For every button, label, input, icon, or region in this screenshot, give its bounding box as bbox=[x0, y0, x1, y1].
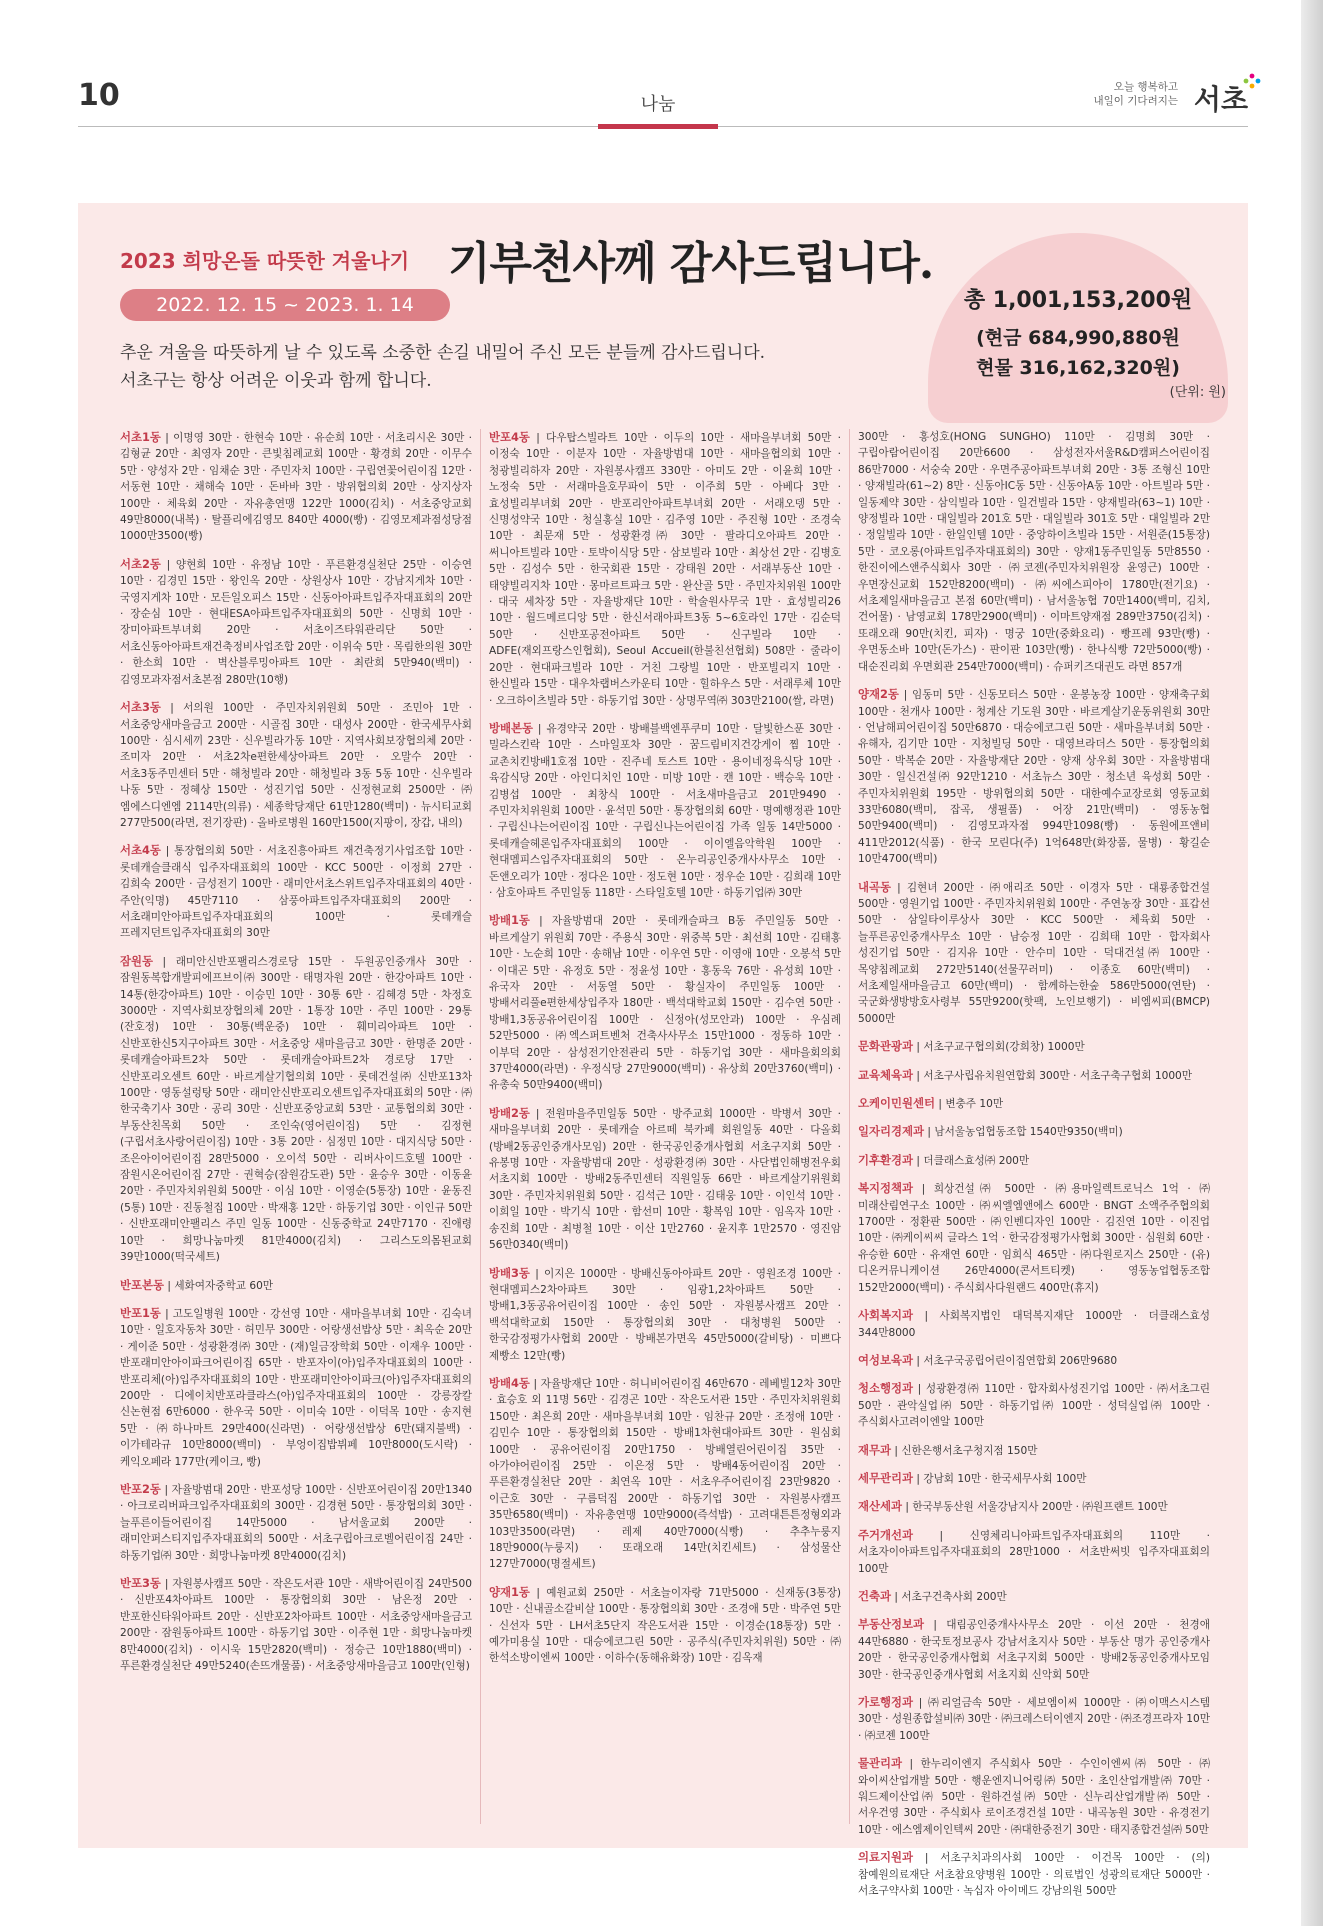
donor-group-label: 반포4동 bbox=[489, 430, 530, 444]
donor-list-text: 이명영 30만 · 한현숙 10만 · 유순희 10만 · 서초리시온 30만 · 김형균 20만 · 최영자 20만 · 큰빛침례교회 100만 · 황경희 20만 · 이무수 5만 · 양성자 2만 · 임채순 3만 · 주민자치 100만 · 구립연꽃어린이집 12만 · 서동현 10만 · 채해숙 10만 · 돈바바 3만 · 방위협의회 20만 · 상지상자 100만 · 체육회 20만 · 자유총연맹 122만 1000(김치) · 서초중앙교회 49만8000(내복) · 탈플리에김영모 840만 4000(빵) · 김영모제과점성당점 1000만3500(빵) bbox=[120, 432, 472, 543]
donor-group-label: 서초3동 bbox=[120, 700, 161, 715]
donor-block: 주거개선과 | 신영체리니아파트입주자대표회의 110만 · 서초자이아파트입주자대표회의 28만1000 · 서초반써빗 입주자대표회의 100만 bbox=[858, 1527, 1210, 1575]
donor-list-text: 서초구교구협의회(강희창) 1000만 bbox=[923, 1041, 1085, 1054]
donor-group-label: 물관리과 bbox=[858, 1756, 903, 1771]
donor-list-text: 서의원 100만 · 주민자치위원회 50만 · 조민아 1만 · 서초중앙새마을금고 200만 · 시골집 30만 · 대성사 200만 · 한국세무사회 100만 · 심시세끼 23만 · 신우빌라가동 10만 · 지역사회보장협의체 20만 · 조미자 20만 · 서초2차e편한세상아파트 20만 · 오말수 20만 · 서초3동주민센터 5만 · 해청빌라 20만 · 해청빌라 3동 5동 10만 · 신우빌라 나동 5만 · 정혜상 150만 · 성진기업 50만 · 신정현교회 2500만 · ㈜엠에스디엔엠 2114만(의류) · 세종학당재단 61만1280(백미) · 뉴시티교회 277만500(라면, 전기장판) · 올바로병원 160만1500(지팡이, 장갑, 내의) bbox=[120, 702, 472, 829]
donor-group-label: 내곡동 bbox=[858, 879, 892, 894]
donor-block: 가로행정과 | ㈜리얼금속 50만 · 세보엠이씨 1000만 · ㈜이맥스시스템 30만 · 성원종합설비㈜ 30만 · ㈜크레스터이엔지 20만 · ㈜조경프라자 10만 · ㈜코젠 100만 bbox=[858, 1695, 1210, 1742]
section-title: 나눔 bbox=[640, 94, 676, 115]
donor-group-label: 서초1동 bbox=[120, 430, 161, 444]
donor-panel bbox=[78, 203, 1248, 1898]
donor-block: 방배본동 | 유경약국 20만 · 방배블백엔푸쿠미 10만 · 달빛한스푼 30만 · 밀라스킨락 10만 · 스마일포차 30만 · 꿈드림비지건강게이 찜 10만 · 교촌치킨방배1호점 10만 · 진주네 토스트 10만 · 용이네정육식당 10만 · 육감식당 20만 · 아인디치인 10만 · 미방 10만 · 캔 10만 · 백승욱 10만 · 김병섭 100만 · 최창식 100만 · 서초새마을금고 201만9490 · 주민자치위원회 100만 · 윤석민 50만 · 통장협의회 60만 · 명예행정관 10만 · 구립신나는어린이집 10만 · 구립신나는어린이집 가족 일동 14만5000 · 롯데캐슬헤론입주자대표회의 100만 · 이이엘음악학원 100만 · 현대멤피스입주자대표회의 50만 · 온누리공인중개사사무소 10만 · 돈앤오리가 10만 · 정다은 10만 · 정도현 10만 · 정우순 10만 · 김희래 10만 · 삼호아파트 주민일동 118만 · 스타일호텔 10만 · 하동기업㈜ 30만 bbox=[489, 720, 842, 899]
donor-block: 여성보육과 | 서초구국공립어린이집연합회 206만9680 bbox=[858, 1352, 1118, 1367]
donor-group-label: 주거개선과 bbox=[858, 1527, 914, 1542]
page-edge bbox=[1301, 0, 1323, 1926]
intro-line-1: 추운 겨울을 따뜻하게 날 수 있도록 소중한 손길 내밀어 주신 모든 분들께 감사드립니다. bbox=[120, 343, 766, 363]
donor-list-text: 양현희 10만 · 유정남 10만 · 푸른환경실천단 25만 · 이승연 10만 · 김경민 15만 · 왕인옥 20만 · 상원상사 10만 · 강남지게차 10만 · 국영지게차 10만 · 모든일오피스 15만 · 신동아아파트입주자대표회의 20만 · 장순심 10만 · 현대ESA아파트입주자대표회의 50만 · 신명희 10만 · 장미아파트부녀회 20만 · 서초이즈타워관리단 50만 · 서초신동아아파트재건축정비사업조합 20만 · 이위숙 5만 · 목림한의원 30만 · 한소희 10만 · 벽산블루밍아파트 10만 · 최란희 5만940(백미) · 김영모과자점서초본점 280만(10행) bbox=[120, 558, 472, 686]
donor-group-label: 사회복지과 bbox=[858, 1308, 914, 1323]
donor-group-label: 서초2동 bbox=[120, 556, 161, 571]
column-divider bbox=[480, 429, 481, 1824]
donor-block: 반포3동 | 자원봉사캠프 50만 · 작은도서관 10만 · 새박어린이집 24만500 · 신반포4차아파트 100만 · 통장협의회 30만 · 남은정 20만 · 반포한신타워아파트 20만 · 신반포2차아파트 100만 · 서초중앙새마을금고 200만 · 잠원동아파트 100만 · 하동기업 30만 · 이주현 1만 · 희망나눔마켓 8만4000(김치) · 이시욱 15만2820(백미) · 정승근 10만1880(백미) · 푸른환경실천단 49만5240(손뜨개물품) · 서초중앙새마을금고 100만(인형) bbox=[120, 1576, 473, 1673]
donor-group-label: 잠원동 bbox=[120, 953, 154, 968]
donor-block: 내곡동 | 김현녀 200만 · ㈜애리조 50만 · 이경자 5만 · 대룡종합건설 500만 · 영원기업 100만 · 주민자치위원회 100만 · 주연농장 30만 · 표갑선 50만 · 삼일타이루상사 30만 · KCC 500만 · 체육회 50만 · 늘푸른공인중개사무소 10만 · 남승정 10만 · 김희태 10만 · 합자회사 성진기업 50만 · 김지유 10만 · 안수미 10만 · 덕대건설㈜ 100만 · 목양침례교회 272만5140(선물꾸러미) · 이종호 60만(백미) · 서초제일새마을금고 60만(백미) · 함께하는한숲 586만5000(연탄) · 국군화생방방호사령부 55만9200(핫팩, 노인보행기) · 비엠씨피(BMCP) 5000만 bbox=[858, 879, 1210, 1025]
donor-list-text: 서초구건축사회 200만 bbox=[901, 1590, 1007, 1603]
donor-group-label: 재무과 bbox=[858, 1442, 892, 1457]
donor-list-text: 자율방범대 20만 · 반포성당 100만 · 신반포어린이집 20만1340 · 아크로리버파크입주자대표회의 300만 · 김경현 50만 · 통장협의회 30만 · 늘푸른이들어린이집 14만5000 · 남서울교회 200만 · 래미안퍼스티지입주자대표회의 500만 · 서초구립아크로벨어린이집 24만 · 하동기업㈜ 30만 · 희망나눔마켓 8만4000(김치) bbox=[120, 1483, 472, 1562]
donor-group-label: 반포2동 bbox=[120, 1481, 161, 1496]
donor-block: 청소행정과 | 성광환경㈜ 110만 · 합자회사성진기업 100만 · ㈜서초그린 50만 · 관악실업㈜ 50만 · 하동기업㈜ 100만 · 성덕실업㈜ 100만 · 주식회사고려이엔알 100만 bbox=[858, 1381, 1210, 1429]
donor-block: 사회복지과 | 사회복지법인 대덕복지재단 1000만 · 더클래스효성 344만8000 bbox=[858, 1308, 1210, 1339]
header-accent-bar bbox=[598, 124, 718, 129]
donor-group-label: 청소행정과 bbox=[858, 1381, 914, 1396]
donor-block: 복지정책과 | 희상건설㈜ 500만 · ㈜용마일렉트로닉스 1억 · ㈜미래산림연구소 100만 · ㈜씨엘엠앤에스 600만 · BNGT 소액주주협의회 1700만 · 정환판 500만 · ㈜인벤디자인 100만 · 김진연 10만 · 이진업 10만 · ㈜케이씨씨 글라스 1억 · 한국감정평가사협회 300만 · 심원회 60만 · 유승한 60만 · 유재연 60만 · 임희식 465만 · ㈜다원로지스 250만 · (유)디온커뮤니케이션 26만4000(콘서트티켓) · 영동농업협동조합 152만2000(백미) · 주식회사다원랜드 400만(휴지) bbox=[858, 1181, 1210, 1294]
donor-list-text: 성광환경㈜ 110만 · 합자회사성진기업 100만 · ㈜서초그린 50만 · 관악실업㈜ 50만 · 하동기업㈜ 100만 · 성덕실업㈜ 100만 · 주식회사고려이엔알 100만 bbox=[858, 1383, 1210, 1429]
donor-block: 양재2동 | 임동미 5만 · 신동모터스 50만 · 운봉농장 100만 · 양재축구회 100만 · 천개사 100만 · 청계산 기도원 30만 · 바르게살기운동위원회 30만 · 언남해피어린이집 50만6870 · 대승에코그린 50만 · 새마을부녀회 50만 · 유해자, 김기만 10만 · 지청빌딩 50만 · 대영브라더스 50만 · 통장협의회 50만 · 박복순 20만 · 자율방재단 20만 · 양재 상우회 30만 · 자율방범대 30만 · 일신건설㈜ 92만1210 · 서초뉴스 30만 · 청소년 육성회 50만 · 주민자치위원회 195만 · 방위협의회 50만 · 대한예수교장로회 영동교회 33만6080(백미, 잡곡, 생필품) · 어장 21만(백미) · 영동농협 50만9400(백미) · 김영모과자점 994만1098(빵) · 동원에프앤비 411만2012(식품) · 한국 모린다(주) 1억648만(화장품, 물병) · 황길순 10만4700(백미) bbox=[858, 687, 1210, 866]
donor-group-label: 방배본동 bbox=[489, 720, 534, 735]
donor-group-label: 양재1동 bbox=[489, 1584, 530, 1599]
donor-block: 건축과 | 서초구건축사회 200만 bbox=[858, 1588, 1007, 1603]
donor-block: 재무과 | 신한은행서초구청지점 150만 bbox=[858, 1442, 1038, 1457]
donor-list-text: 변충주 10만 bbox=[945, 1098, 1004, 1111]
donor-block: 서초1동 | 이명영 30만 · 한현숙 10만 · 유순희 10만 · 서초리시온 30만 · 김형균 20만 · 최영자 20만 · 큰빛침례교회 100만 · 황경희 20만 · 이무수 5만 · 양성자 2만 · 임채순 3만 · 주민자치 100만 · 구립연꽃어린이집 12만 · 서동현 10만 · 채해숙 10만 · 돈바바 3만 · 방위협의회 20만 · 상지상자 100만 · 체육회 20만 · 자유총연맹 122만 1000(김치) · 서초중앙교회 49만8000(내복) · 탈플리에김영모 840만 4000(빵) · 김영모제과점성당점 1000만3500(빵) bbox=[120, 430, 472, 543]
donor-group-label: 방배2동 bbox=[489, 1105, 530, 1120]
donor-group-label: 세무관리과 bbox=[858, 1470, 914, 1485]
donor-block: 재산세과 | 한국부동산원 서울강남지사 200만 · ㈜원프랜트 100만 bbox=[858, 1499, 1168, 1514]
page-header bbox=[78, 70, 1248, 130]
donor-list-text: 전원마을주민일동 50만 · 방주교회 1000만 · 박병서 30만 · 새마을부녀회 20만 · 롯데캐슬 아르떼 북카페 회원일동 40만 · 다올회(방배2동공인중개사모임) 20만 · 한국공인중개사협회 서초구지회 50만 · 유봉명 10만 · 자율방범대 20만 · 성광환경㈜ 30만 · 사단법인해병전우회 서초지회 100만 · 방배2동주민센터 직원일동 66만 · 바르게살기위원회 30만 · 주민자치위원회 50만 · 김석근 10만 · 김태웅 10만 · 이인석 10만 · 이희일 10만 · 박기식 10만 · 함선미 10만 · 황복임 10만 · 임옥자 10만 · 송진희 10만 · 최병철 10만 · 이산 1만2760 · 윤지후 1만2570 · 영진암 56만0340(백미) bbox=[489, 1107, 841, 1252]
donor-group-label: 가로행정과 bbox=[858, 1695, 914, 1709]
donor-list-text: 신한은행서초구청지점 150만 bbox=[901, 1444, 1038, 1457]
period-badge: 2022. 12. 15 ~ 2023. 1. 14 bbox=[120, 289, 450, 321]
cash-amount: (현금 684,990,880원 bbox=[976, 327, 1180, 349]
donor-list-text: 유경약국 20만 · 방배블백엔푸쿠미 10만 · 달빛한스푼 30만 · 밀라스킨락 10만 · 스마일포차 30만 · 꿈드림비지건강게이 찜 10만 · 교촌치킨방배1호점 10만 · 진주네 토스트 10만 · 용이네정육식당 10만 · 육감식당 20만 · 아인디치인 10만 · 미방 10만 · 캔 10만 · 백승욱 10만 · 김병섭 100만 · 최창식 100만 · 서초새마을금고 201만9490 · 주민자치위원회 100만 · 윤석민 50만 · 통장협의회 60만 · 명예행정관 10만 · 구립신나는어린이집 10만 · 구립신나는어린이집 가족 일동 14만5000 · 롯데캐슬헤론입주자대표회의 100만 · 이이엘음악학원 100만 · 현대멤피스입주자대표회의 50만 · 온누리공인중개사사무소 10만 · 돈앤오리가 10만 · 정다은 10만 · 정도현 10만 · 정우순 10만 · 김희래 10만 · 삼호아파트 주민일동 118만 · 스타일호텔 10만 · 하동기업㈜ 30만 bbox=[489, 722, 842, 899]
donor-columns bbox=[120, 429, 1210, 1898]
donor-group-label: 재산세과 bbox=[858, 1499, 903, 1514]
unit-note: (단위: 원) bbox=[1169, 385, 1226, 400]
donor-group-label: 문화관광과 bbox=[858, 1039, 914, 1054]
donor-block: 방배2동 | 전원마을주민일동 50만 · 방주교회 1000만 · 박병서 30만 · 새마을부녀회 20만 · 롯데캐슬 아르떼 북카페 회원일동 40만 · 다올회(방배2동공인중개사모임) 20만 · 한국공인중개사협회 서초구지회 50만 · 유봉명 10만 · 자율방범대 20만 · 성광환경㈜ 30만 · 사단법인해병전우회 서초지회 100만 · 방배2동주민센터 직원일동 66만 · 바르게살기위원회 30만 · 주민자치위원회 50만 · 김석근 10만 · 김태웅 10만 · 이인석 10만 · 이희일 10만 · 박기식 10만 · 함선미 10만 · 황복임 10만 · 임옥자 10만 · 송진희 10만 · 최병철 10만 · 이산 1만2760 · 윤지후 1만2570 · 영진암 56만0340(백미) bbox=[489, 1105, 841, 1252]
logo-name: 서초 bbox=[1193, 83, 1248, 116]
donor-list-text: 자율방재단 10만 · 허니비어린이집 46만670 · 레베빌12차 30만 · 효승호 외 11명 56만 · 김경곤 10만 · 작은도서관 15만 · 주민자치위원회 150만 · 최은희 20만 · 새마을부녀회 10만 · 임찬규 20만 · 조정애 10만 · 김민수 10만 · 통장협의회 150만 · 방배1차현대아파트 30만 · 원심회 100만 · 공유어린이집 20만1750 · 방배열린어린이집 35만 · 아가야어린이집 25만 · 이은정 5만 · 방배4동어린이집 20만 · 푸른환경실천단 20만 · 최연옥 10만 · 서초우주어린이집 23만9820 · 이근호 30만 · 구름덕집 200만 · 하동기업 30만 · 자원봉사캠프 35만6580(백미) · 자유총연맹 10만9000(즉석밥) · 고려대튼튼정형외과 103만3500(라면) · 레제 40만7000(식빵) · 추추누룽지 18만9000(누룽지) · 또래오래 14만(치킨세트) · 삼성물산 127만7000(명절세트) bbox=[489, 1377, 841, 1571]
donor-list-text: 한국부동산원 서울강남지사 200만 · ㈜원프랜트 100만 bbox=[912, 1501, 1168, 1514]
donor-list-text: 300만 · 홍성호(HONG SUNGHO) 110만 · 김명희 30만 · 구립아람어린이집 20만6600 · 삼성전자서울R&D캠퍼스어린이집 86만7000 · 서숭숙 20만 · 우면주공아파트부녀회 20만 · 3통 조형신 10만 · 양재빌라(61~2) 8만 · 신동아IC동 5만 · 신동아A동 10만 · 아트빌라 5만 · 일동제약 30만 · 삼익빌라 10만 · 일건빌라 15만 · 양재빌라(63~1) 10만 · 양정빌라 10만 · 대일빌라 201호 5만 · 대일빌라 301호 5만 · 대일빌라 2만 · 정일빌라 10만 · 한일인텔 10만 · 중앙하이츠빌라 15만 · 서원준(15통장) 5만 · 코오롱(아파트입주자대표회의) 30만 · 양재1동주민일동 5만8550 · 한진이에스앤주식회사 30만 · ㈜코젠(주민자치위원장 윤영근) 100만 · 우면장신교회 152만8200(백미) · ㈜씨에스피아이 1780만(전기요) · 서초제일새마을금고 본점 60만(백미) · 남서울농협 70만1400(백미, 김치, 건어물) · 남영교회 178만2900(백미) · 이마트양재점 289만3750(김치) · 또래오래 90만(치킨, 피자) · 명궁 10만(중화요리) · 빵프레 93만(빵) · 우면동소바 10만(돈가스) · 판이판 103만(빵) · 한나식빵 72만5000(빵) · 대순진리회 우면회관 254만7000(백미) · 슈퍼키즈대권도 라면 857개 bbox=[858, 431, 1210, 673]
donor-block: 세무관리과 | 강남회 10만 · 한국세무사회 100만 bbox=[858, 1470, 1087, 1485]
donor-group-label: 오케이민원센터 bbox=[858, 1096, 936, 1111]
donor-block: 일자리경제과 | 남서울농업협동조합 1540만9350(백미) bbox=[858, 1124, 1123, 1139]
intro-line-2: 서초구는 항상 어려운 이웃과 함께 합니다. bbox=[120, 371, 432, 391]
donor-list-text: 남서울농업협동조합 1540만9350(백미) bbox=[934, 1126, 1123, 1139]
donor-list-text: 신영체리니아파트입주자대표회의 110만 · 서초자이아파트입주자대표회의 28만1000 · 서초반써빗 입주자대표회의 100만 bbox=[858, 1529, 1210, 1575]
donor-block: 문화관광과 | 서초구교구협의회(강희창) 1000만 bbox=[858, 1039, 1085, 1054]
donor-list-text: 강남회 10만 · 한국세무사회 100만 bbox=[923, 1472, 1087, 1485]
donor-list-text: 한누리이엔지 주식회사 50만 · 수인이엔씨㈜ 50만 · ㈜와이씨산업개발 50만 · 행운엔지니어링㈜ 50만 · 초인산업개발㈜ 70만 · 워드제이산업㈜ 50만 · 원하건설㈜ 50만 · 신누리산업개발㈜ 50만 · 서우건영 30만 · 주식회사 로이조경건설 10만 · 내곡농원 30만 · 유경전기 10만 · 에스엠제이인텍씨 20만 · ㈜대한중전기 30만 · 태지종합건설㈜ 50만 bbox=[858, 1758, 1210, 1836]
goods-amount: 현물 316,162,320원) bbox=[976, 357, 1180, 379]
donor-column-1 bbox=[120, 429, 472, 1829]
donor-block: 방배3동 | 이지은 1000만 · 방배신동아아파트 20만 · 영원조경 100만 · 현대멤피스2차아파트 30만 · 임광1,2차아파트 50만 · 방배1,3동공유어린이집 100만 · 송인 50만 · 자원봉사캠프 20만 · 백석대학교회 150만 · 통장협의회 30만 · 대청병원 500만 · 한국감정평가사협회 200만 · 방배본가면옥 45만5000(갈비탕) · 미쁘다 제빵소 12만(빵) bbox=[489, 1265, 841, 1362]
donor-block: 양재1동 | 예원교회 250만 · 서초늘이자랑 71만5000 · 신재동(3통장) 10만 · 신내골소갈비살 100만 · 통장협의회 30만 · 조경애 5만 · 박주연 5만 · 신선자 5만 · LH서초5단지 작은도서관 15만 · 이경순(18통장) 5만 · 예가미용실 10만 · 대승에코그린 50만 · 공주식(주민자치위원) 50만 · ㈜한석소방이엔씨 100만 · 이하수(동해유화장) 10만 · 김옥재 bbox=[489, 1584, 842, 1665]
donor-list-text: 김현녀 200만 · ㈜애리조 50만 · 이경자 5만 · 대룡종합건설 500만 · 영원기업 100만 · 주민자치위원회 100만 · 주연농장 30만 · 표갑선 50만 · 삼일타이루상사 30만 · KCC 500만 · 체육회 50만 · 늘푸른공인중개사무소 10만 · 남승정 10만 · 김희태 10만 · 합자회사 성진기업 50만 · 김지유 10만 · 안수미 10만 · 덕대건설㈜ 100만 · 목양침례교회 272만5140(선물꾸러미) · 이종호 60만(백미) · 서초제일새마을금고 60만(백미) · 함께하는한숲 586만5000(연탄) · 국군화생방방호사령부 55만9200(핫팩, 노인보행기) · 비엠씨피(BMCP) 5000만 bbox=[858, 881, 1210, 1025]
donor-group-label: 기후환경과 bbox=[858, 1152, 914, 1167]
donor-list-text: 이지은 1000만 · 방배신동아아파트 20만 · 영원조경 100만 · 현대멤피스2차아파트 30만 · 임광1,2차아파트 50만 · 방배1,3동공유어린이집 100만 · 송인 50만 · 자원봉사캠프 20만 · 백석대학교회 150만 · 통장협의회 30만 · 대청병원 500만 · 한국감정평가사협회 200만 · 방배본가면옥 45만5000(갈비탕) · 미쁘다 제빵소 12만(빵) bbox=[489, 1267, 841, 1362]
donor-block: 교육체육과 | 서초구사립유치원연합회 300만 · 서초구축구협회 1000만 bbox=[858, 1067, 1193, 1082]
intro-text bbox=[120, 339, 765, 395]
donor-group-label: 일자리경제과 bbox=[858, 1124, 925, 1139]
donor-block: 방배4동 | 자율방재단 10만 · 허니비어린이집 46만670 · 레베빌12차 30만 · 효승호 외 11명 56만 · 김경곤 10만 · 작은도서관 15만 · 주민자치위원회 150만 · 최은희 20만 · 새마을부녀회 10만 · 임찬규 20만 · 조정애 10만 · 김민수 10만 · 통장협의회 150만 · 방배1차현대아파트 30만 · 원심회 100만 · 공유어린이집 20만1750 · 방배열린어린이집 35만 · 아가야어린이집 25만 · 이은정 5만 · 방배4동어린이집 20만 · 푸른환경실천단 20만 · 최연옥 10만 · 서초우주어린이집 23만9820 · 이근호 30만 · 구름덕집 200만 · 하동기업 30만 · 자원봉사캠프 35만6580(백미) · 자유총연맹 10만9000(즉석밥) · 고려대튼튼정형외과 103만3500(라면) · 레제 40만7000(식빵) · 추추누룽지 18만9000(누룽지) · 또래오래 14만(치킨세트) · 삼성물산 127만7000(명절세트) bbox=[489, 1375, 841, 1571]
donor-list-text: ㈜리얼금속 50만 · 세보엠이씨 1000만 · ㈜이맥스시스템 30만 · 성원종합설비㈜ 30만 · ㈜크레스터이엔지 20만 · ㈜조경프라자 10만 · ㈜코젠 100만 bbox=[858, 1697, 1210, 1742]
donor-list-text: 서초구사립유치원연합회 300만 · 서초구축구협회 1000만 bbox=[923, 1069, 1193, 1082]
donor-group-label: 방배1동 bbox=[489, 913, 530, 928]
donor-block: 서초3동 | 서의원 100만 · 주민자치위원회 50만 · 조민아 1만 · 서초중앙새마을금고 200만 · 시골집 30만 · 대성사 200만 · 한국세무사회 100만 · 심시세끼 23만 · 신우빌라가동 10만 · 지역사회보장협의체 20만 · 조미자 20만 · 서초2차e편한세상아파트 20만 · 오말수 20만 · 서초3동주민센터 5만 · 해청빌라 20만 · 해청빌라 3동 5동 10만 · 신우빌라 나동 5만 · 정혜상 150만 · 성진기업 50만 · 신정현교회 2500만 · ㈜엠에스디엔엠 2114만(의류) · 세종학당재단 61만1280(백미) · 뉴시티교회 277만500(라면, 전기장판) · 올바로병원 160만1500(지팡이, 장갑, 내의) bbox=[120, 700, 472, 829]
donor-list-text: 서초구치과의사회 100만 · 이건목 100만 · (의)참예원의료재단 서초참요양병원 100만 · 의료법인 성광의료재단 5000만 · 서초구약사회 100만 · 녹십자 아이메드 강남의원 500만 bbox=[858, 1852, 1210, 1898]
donor-block: 반포1동 | 고도일병원 100만 · 강선영 10만 · 새마을부녀회 10만 · 김숙녀 10만 · 일호자동차 30만 · 허민무 300만 · 어랑생선밥상 5만 · 최옥순 20만 · 게이준 50만 · 성광환경㈜ 30만 · (재)일금장학회 50만 · 이재우 100만 · 반포래미안아이파크어린이집 65만 · 반포자이(아)입주자대표회의 100만 · 반포리체(아)입주자대표회의 10만 · 반포래미안아이파크(아)입주자대표회의 200만 · 디에이치반포라클라스(아)입주자대표회의 100만 · 강릉장칼 신논현점 6만6000 · 한우국 50만 · 이미숙 10만 · 이덕목 10만 · 송지현 5만 · ㈜하나마트 29만400(신라면) · 어랑생선밥상 6만(돼지불백) · 이가테라규 10만8000(백미) · 부엉이집밥뷔페 10만8000(도시락) · 케익오페라 177만(케이크, 빵) bbox=[120, 1305, 472, 1468]
donor-list-text: 고도일병원 100만 · 강선영 10만 · 새마을부녀회 10만 · 김숙녀 10만 · 일호자동차 30만 · 허민무 300만 · 어랑생선밥상 5만 · 최옥순 20만 · 게이준 50만 · 성광환경㈜ 30만 · (재)일금장학회 50만 · 이재우 100만 · 반포래미안아이파크어린이집 65만 · 반포자이(아)입주자대표회의 100만 · 반포리체(아)입주자대표회의 10만 · 반포래미안아이파크(아)입주자대표회의 200만 · 디에이치반포라클라스(아)입주자대표회의 100만 · 강릉장칼 신논현점 6만6000 · 한우국 50만 · 이미숙 10만 · 이덕목 10만 · 송지현 5만 · ㈜하나마트 29만400(신라면) · 어랑생선밥상 6만(돼지불백) · 이가테라규 10만8000(백미) · 부엉이집밥뷔페 10만8000(도시락) · 케익오페라 177만(케이크, 빵) bbox=[120, 1307, 472, 1468]
total-amount: 총 1,001,153,200원 bbox=[963, 288, 1193, 313]
donor-block: 반포본동 | 세화여자중학교 60만 bbox=[120, 1277, 274, 1292]
donor-group-label: 여성보육과 bbox=[858, 1352, 914, 1367]
donor-group-label: 방배3동 bbox=[489, 1265, 530, 1280]
donor-block: 서초4동 | 통장협의회 50만 · 서초진흥아파트 재건축정기사업조합 10만 · 롯데캐슬클래식 입주자대표회의 100만 · KCC 500만 · 이정희 27만 · 김희숙 200만 · 금성전기 100만 · 래미안서초스위트입주자대표회의 40만 · 주안(익명) 45만7110 · 삼풍아파트입주자대표회의 200만 · 서초래미안아파트입주자대표회의 100만 · 롯데캐슬 프레지던트입주자대표회의 30만 bbox=[120, 843, 472, 940]
donor-group-label: 반포본동 bbox=[120, 1277, 165, 1292]
donor-group-label: 방배4동 bbox=[489, 1375, 530, 1390]
logo-tagline bbox=[1068, 80, 1178, 108]
donor-list-text: 대림공인중개사사무소 20만 · 이선 20만 · 천경애 44만6880 · 한국토정보공사 강남서초지사 50만 · 부동산 명가 공인중개사 20만 · 한국공인중개사협회 서초구지회 500만 · 방배2동공인중개사모임 30만 · 한국공인중개사협회 서초지회 신악회 50만 bbox=[858, 1619, 1210, 1681]
logo-tagline-line-2: 내일이 기다려지는 bbox=[1093, 95, 1178, 107]
campaign-title: 2023 희망온돌 따뜻한 겨울나기 bbox=[120, 249, 410, 273]
donor-block: 기후환경과 | 더클래스효성㈜ 200만 bbox=[858, 1152, 1030, 1167]
donor-column-3 bbox=[858, 429, 1210, 1898]
donor-group-label: 의료지원과 bbox=[858, 1850, 914, 1865]
donor-column-2 bbox=[489, 429, 841, 1829]
donor-block: 반포2동 | 자율방범대 20만 · 반포성당 100만 · 신반포어린이집 20만1340 · 아크로리버파크입주자대표회의 300만 · 김경현 50만 · 통장협의회 30만 · 늘푸른이들어린이집 14만5000 · 남서울교회 200만 · 래미안퍼스티지입주자대표회의 500만 · 서초구립아크로벨어린이집 24만 · 하동기업㈜ 30만 · 희망나눔마켓 8만4000(김치) bbox=[120, 1481, 472, 1562]
donor-list-text: 사회복지법인 대덕복지재단 1000만 · 더클래스효성 344만8000 bbox=[858, 1310, 1210, 1339]
column-divider bbox=[849, 429, 850, 1824]
donor-block: 서초2동 | 양현희 10만 · 유정남 10만 · 푸른환경실천단 25만 · 이승연 10만 · 김경민 15만 · 왕인옥 20만 · 상원상사 10만 · 강남지게차 10만 · 국영지게차 10만 · 모든일오피스 15만 · 신동아아파트입주자대표회의 20만 · 장순심 10만 · 현대ESA아파트입주자대표회의 50만 · 신명희 10만 · 장미아파트부녀회 20만 · 서초이즈타워관리단 50만 · 서초신동아아파트재건축정비사업조합 20만 · 이위숙 5만 · 목림한의원 30만 · 한소희 10만 · 벽산블루밍아파트 10만 · 최란희 5만940(백미) · 김영모과자점서초본점 280만(10행) bbox=[120, 556, 472, 686]
donor-group-label: 서초4동 bbox=[120, 843, 161, 858]
page-number: 10 bbox=[78, 78, 120, 113]
donor-list-text: 자원봉사캠프 50만 · 작은도서관 10만 · 새박어린이집 24만500 · 신반포4차아파트 100만 · 통장협의회 30만 · 남은정 20만 · 반포한신타워아파트 20만 · 신반포2차아파트 100만 · 서초중앙새마을금고 200만 · 잠원동아파트 100만 · 하동기업 30만 · 이주현 1만 · 희망나눔마켓 8만4000(김치) · 이시욱 15만2820(백미) · 정승근 10만1880(백미) · 푸른환경실천단 49만5240(손뜨개물품) · 서초중앙새마을금고 100만(인형) bbox=[120, 1578, 473, 1673]
donor-block bbox=[858, 429, 1210, 675]
donor-block: 오케이민원센터 | 변충주 10만 bbox=[858, 1096, 1004, 1111]
donor-block: 물관리과 | 한누리이엔지 주식회사 50만 · 수인이엔씨㈜ 50만 · ㈜와이씨산업개발 50만 · 행운엔지니어링㈜ 50만 · 초인산업개발㈜ 70만 · 워드제이산업㈜ 50만 · 원하건설㈜ 50만 · 신누리산업개발㈜ 50만 · 서우건영 30만 · 주식회사 로이조경건설 10만 · 내곡농원 30만 · 유경전기 10만 · 에스엠제이인텍씨 20만 · ㈜대한중전기 30만 · 태지종합건설㈜ 50만 bbox=[858, 1756, 1210, 1836]
donor-group-label: 양재2동 bbox=[858, 687, 899, 702]
logo-tagline-line-1: 오늘 행복하고 bbox=[1113, 81, 1178, 93]
donor-group-label: 부동산정보과 bbox=[858, 1617, 925, 1632]
donor-group-label: 복지정책과 bbox=[858, 1181, 914, 1196]
logo-dots-icon bbox=[1242, 72, 1262, 92]
donor-block: 방배1동 | 자율방범대 20만 · 롯데캐슬파크 B동 주민일동 50만 · 바르게살기 위원회 70만 · 주용식 30만 · 위중복 5만 · 최선희 10만 · 김태홍 10만 · 노순희 10만 · 송해남 10만 · 이우연 5만 · 이영애 10만 · 오봉석 5만 · 이대곤 5만 · 유정호 5만 · 정윤성 10만 · 홍동욱 76만 · 유성희 10만 · 유국자 20만 · 서동열 50만 · 황실자이 주민일동 100만 · 방배서리풀e편한세상입주자 180만 · 백석대학교회 150만 · 김수연 50만 · 방배1,3동공유어린이집 100만 · 신정아(성모안과) 100만 · 우심례 52만5000 · ㈜엑스퍼트벤처 건축사사무소 15만1000 · 정동하 10만 · 이부덕 20만 · 삼성전기안전관리 5만 · 하동기업 30만 · 새마을회의회 37만4000(라면) · 우정식당 27만9000(백미) · 유상희 20만3760(백미) · 유총숙 50만9400(백미) bbox=[489, 913, 841, 1092]
donor-list-text: 희상건설㈜ 500만 · ㈜용마일렉트로닉스 1억 · ㈜미래산림연구소 100만 · ㈜씨엘엠앤에스 600만 · BNGT 소액주주협의회 1700만 · 정환판 500만 · ㈜인벤디자인 100만 · 김진연 10만 · 이진업 10만 · ㈜케이씨씨 글라스 1억 · 한국감정평가사협회 300만 · 심원회 60만 · 유승한 60만 · 유재연 60만 · 임희식 465만 · ㈜다원로지스 250만 · (유)디온커뮤니케이션 26만4000(콘서트티켓) · 영동농업협동조합 152만2000(백미) · 주식회사다원랜드 400만(휴지) bbox=[858, 1183, 1210, 1294]
donor-list-text: 예원교회 250만 · 서초늘이자랑 71만5000 · 신재동(3통장) 10만 · 신내골소갈비살 100만 · 통장협의회 30만 · 조경애 5만 · 박주연 5만 · 신선자 5만 · LH서초5단지 작은도서관 15만 · 이경순(18통장) 5만 · 예가미용실 10만 · 대승에코그린 50만 · 공주식(주민자치위원) 50만 · ㈜한석소방이엔씨 100만 · 이하수(동해유화장) 10만 · 김옥재 bbox=[489, 1586, 842, 1665]
donor-list-text: 래미안신반포팰리스경로당 15만 · 두원공인중개사 30만 · 잠원동복합개발피에프브이㈜ 300만 · 태명자원 20만 · 한강아파트 10만 · 14통(한강아파트) 10만 · 이승민 10만 · 30통 6만 · 김혜경 5만 · 차정호 3000만 · 지역사회보장협의체 20만 · 1통장 10만 · 주민 100만 · 29통(잔호정) 10만 · 30통(백운중) 10만 · 훼미리아파트 10만 · 신반포한신5지구아파트 30만 · 서초중앙 새마을금고 30만 · 한명준 20만 · 롯데캐슬아파트2차 50만 · 롯데캐슬아파트2차 경로당 17만 · 신반포리오센트 60만 · 바르게살기협의회 10만 · 롯데건설㈜ 신반포13차 100만 · 영동설렁탕 50만 · 래미안신반포리오센트입주자대표회의 50만 · ㈜한국축기사 30만 · 공리 30만 · 신반포중앙교회 53만 · 교통협의회 30만 · 부동산친목회 50만 · 조인숙(영어린이집) 5만 · 김정현(구립서초사랑어린이집) 10만 · 3통 20만 · 심정민 10만 · 대지식당 50만 · 조은아이어린이집 28만5000 · 오이석 50만 · 리버사이드호텔 100만 · 잠원시온어린이집 27만 · 권혁승(잠원감도관) 5만 · 윤승우 30만 · 이동윤 20만 · 주민자치위원회 500만 · 이심 10만 · 이영순(5통장) 10만 · 윤동진(5통) 10만 · 진동철집 100만 · 박재홍 12만 · 하동기업 30만 · 이인규 50만 · 신반포래미안팰리스 주민 일동 100만 · 신동중학교 24만7170 · 진애령 10만 · 희망나눔마켓 81만4000(김치) · 그리스도의몸된교회 39만1000(떡국세트) bbox=[120, 955, 473, 1264]
donor-group-label: 반포3동 bbox=[120, 1576, 161, 1590]
donor-block: 의료지원과 | 서초구치과의사회 100만 · 이건목 100만 · (의)참예원의료재단 서초참요양병원 100만 · 의료법인 성광의료재단 5000만 · 서초구약사회 100만 · 녹십자 아이메드 강남의원 500만 bbox=[858, 1850, 1210, 1898]
donor-list-text: 세화여자중학교 60만 bbox=[174, 1279, 274, 1292]
donor-list-text: 통장협의회 50만 · 서초진흥아파트 재건축정기사업조합 10만 · 롯데캐슬클래식 입주자대표회의 100만 · KCC 500만 · 이정희 27만 · 김희숙 200만 · 금성전기 100만 · 래미안서초스위트입주자대표회의 40만 · 주안(익명) 45만7110 · 삼풍아파트입주자대표회의 200만 · 서초래미안아파트입주자대표회의 100만 · 롯데캐슬 프레지던트입주자대표회의 30만 bbox=[120, 845, 472, 940]
donor-list-text: 임동미 5만 · 신동모터스 50만 · 운봉농장 100만 · 양재축구회 100만 · 천개사 100만 · 청계산 기도원 30만 · 바르게살기운동위원회 30만 · 언남해피어린이집 50만6870 · 대승에코그린 50만 · 새마을부녀회 50만 · 유해자, 김기만 10만 · 지청빌딩 50만 · 대영브라더스 50만 · 통장협의회 50만 · 박복순 20만 · 자율방재단 20만 · 양재 상우회 30만 · 자율방범대 30만 · 일신건설㈜ 92만1210 · 서초뉴스 30만 · 청소년 육성회 50만 · 주민자치위원회 195만 · 방위협의회 50만 · 대한예수교장로회 영동교회 33만6080(백미, 잡곡, 생필품) · 어장 21만(백미) · 영동농협 50만9400(백미) · 김영모과자점 994만1098(빵) · 동원에프앤비 411만2012(식품) · 한국 모린다(주) 1억648만(화장품, 물병) · 황길순 10만4700(백미) bbox=[858, 689, 1210, 866]
donor-group-label: 건축과 bbox=[858, 1588, 892, 1603]
donor-group-label: 교육체육과 bbox=[858, 1067, 914, 1082]
donor-list-text: 서초구국공립어린이집연합회 206만9680 bbox=[923, 1354, 1118, 1367]
donor-group-label: 반포1동 bbox=[120, 1305, 161, 1320]
donor-block: 잠원동 | 래미안신반포팰리스경로당 15만 · 두원공인중개사 30만 · 잠원동복합개발피에프브이㈜ 300만 · 태명자원 20만 · 한강아파트 10만 · 14통(한강아파트) 10만 · 이승민 10만 · 30통 6만 · 김혜경 5만 · 차정호 3000만 · 지역사회보장협의체 20만 · 1통장 10만 · 주민 100만 · 29통(잔호정) 10만 · 30통(백운중) 10만 · 훼미리아파트 10만 · 신반포한신5지구아파트 30만 · 서초중앙 새마을금고 30만 · 한명준 20만 · 롯데캐슬아파트2차 50만 · 롯데캐슬아파트2차 경로당 17만 · 신반포리오센트 60만 · 바르게살기협의회 10만 · 롯데건설㈜ 신반포13차 100만 · 영동설렁탕 50만 · 래미안신반포리오센트입주자대표회의 50만 · ㈜한국축기사 30만 · 공리 30만 · 신반포중앙교회 53만 · 교통협의회 30만 · 부동산친목회 50만 · 조인숙(영어린이집) 5만 · 김정현(구립서초사랑어린이집) 10만 · 3통 20만 · 심정민 10만 · 대지식당 50만 · 조은아이어린이집 28만5000 · 오이석 50만 · 리버사이드호텔 100만 · 잠원시온어린이집 27만 · 권혁승(잠원감도관) 5만 · 윤승우 30만 · 이동윤 20만 · 주민자치위원회 500만 · 이심 10만 · 이영순(5통장) 10만 · 윤동진(5통) 10만 · 진동철집 100만 · 박재홍 12만 · 하동기업 30만 · 이인규 50만 · 신반포래미안팰리스 주민 일동 100만 · 신동중학교 24만7170 · 진애령 10만 · 희망나눔마켓 81만4000(김치) · 그리스도의몸된교회 39만1000(떡국세트) bbox=[120, 953, 473, 1264]
main-title: 기부천사께 감사드립니다. bbox=[448, 238, 934, 289]
donor-list-text: 자율방범대 20만 · 롯데캐슬파크 B동 주민일동 50만 · 바르게살기 위원회 70만 · 주용식 30만 · 위중복 5만 · 최선희 10만 · 김태홍 10만 · 노순희 10만 · 송해남 10만 · 이우연 5만 · 이영애 10만 · 오봉석 5만 · 이대곤 5만 · 유정호 5만 · 정윤성 10만 · 홍동욱 76만 · 유성희 10만 · 유국자 20만 · 서동열 50만 · 황실자이 주민일동 100만 · 방배서리풀e편한세상입주자 180만 · 백석대학교회 150만 · 김수연 50만 · 방배1,3동공유어린이집 100만 · 신정아(성모안과) 100만 · 우심례 52만5000 · ㈜엑스퍼트벤처 건축사사무소 15만1000 · 정동하 10만 · 이부덕 20만 · 삼성전기안전관리 5만 · 하동기업 30만 · 새마을회의회 37만4000(라면) · 우정식당 27만9000(백미) · 유상희 20만3760(백미) · 유총숙 50만9400(백미) bbox=[489, 915, 841, 1092]
seocho-logo bbox=[1078, 78, 1248, 122]
donor-list-text: 더클래스효성㈜ 200만 bbox=[923, 1154, 1030, 1167]
donor-block: 반포4동 | 다우탑스빌라트 10만 · 이두의 10만 · 새마을부녀회 50만 · 이정숙 10만 · 이분자 10만 · 자율방범대 10만 · 새마을협의회 10만 · 청광빌리하자 20만 · 자원봉사캠프 330만 · 아미도 2만 · 이윤희 10만 · 노정숙 5만 · 서래마을호무파이 5만 · 이주희 5만 · 아베다 3만 · 효성빌리부녀회 20만 · 반포리안아파트부녀회 20만 · 서래오뎅 5만 · 신명성약국 10만 · 청실홍실 10만 · 김주영 10만 · 주진형 10만 · 조경숙 10만 · 최문재 5만 · 성광환경㈜ 30만 · 팔라디오아파트 20만 · 써니아트빌라 10만 · 토박이식당 5만 · 삼보빌라 10만 · 최상선 2만 · 김병호 5만 · 김성수 5만 · 한국회관 15만 · 강태원 20만 · 서래부동산 10만 · 태양빌리지차 10만 · 몽마르트파크 5만 · 완산골 5만 · 주민자치위원 100만 · 대국 세차장 5만 · 자율방재단 10만 · 학술원사무국 1만 · 효성빌리26 10만 · 월드메르디앙 5만 · 한신서래아파트3동 5~6호라인 17만 · 김순덕 50만 · 신반포공전아파트 50만 · 신구빌라 10만 · ADFE(재외프랑스인협회), Seoul Accueil(한불친선협회) 508만 · 줄라이 20만 · 현대파크빌라 10만 · 거친 그랑빌 10만 · 반포빌리지 10만 · 한신빌라 15만 · 대우차랩버스카운티 10만 · 힐하우스 5만 · 서래루체 10만 · 오크하이츠빌라 5만 · 하동기업 30만 · 상명무역㈜ 303만2100(쌀, 라면) bbox=[489, 430, 841, 707]
donor-block: 부동산정보과 | 대림공인중개사사무소 20만 · 이선 20만 · 천경애 44만6880 · 한국토정보공사 강남서초지사 50만 · 부동산 명가 공인중개사 20만 · 한국공인중개사협회 서초구지회 500만 · 방배2동공인중개사모임 30만 · 한국공인중개사협회 서초지회 신악회 50만 bbox=[858, 1617, 1210, 1681]
donor-list-text: 다우탑스빌라트 10만 · 이두의 10만 · 새마을부녀회 50만 · 이정숙 10만 · 이분자 10만 · 자율방범대 10만 · 새마을협의회 10만 · 청광빌리하자 20만 · 자원봉사캠프 330만 · 아미도 2만 · 이윤희 10만 · 노정숙 5만 · 서래마을호무파이 5만 · 이주희 5만 · 아베다 3만 · 효성빌리부녀회 20만 · 반포리안아파트부녀회 20만 · 서래오뎅 5만 · 신명성약국 10만 · 청실홍실 10만 · 김주영 10만 · 주진형 10만 · 조경숙 10만 · 최문재 5만 · 성광환경㈜ 30만 · 팔라디오아파트 20만 · 써니아트빌라 10만 · 토박이식당 5만 · 삼보빌라 10만 · 최상선 2만 · 김병호 5만 · 김성수 5만 · 한국회관 15만 · 강태원 20만 · 서래부동산 10만 · 태양빌리지차 10만 · 몽마르트파크 5만 · 완산골 5만 · 주민자치위원 100만 · 대국 세차장 5만 · 자율방재단 10만 · 학술원사무국 1만 · 효성빌리26 10만 · 월드메르디앙 5만 · 한신서래아파트3동 5~6호라인 17만 · 김순덕 50만 · 신반포공전아파트 50만 · 신구빌라 10만 · ADFE(재외프랑스인협회), Seoul Accueil(한불친선협회) 508만 · 줄라이 20만 · 현대파크빌라 10만 · 거친 그랑빌 10만 · 반포빌리지 10만 · 한신빌라 15만 · 대우차랩버스카운티 10만 · 힐하우스 5만 · 서래루체 10만 · 오크하이츠빌라 5만 · 하동기업 30만 · 상명무역㈜ 303만2100(쌀, 라면) bbox=[489, 432, 841, 707]
